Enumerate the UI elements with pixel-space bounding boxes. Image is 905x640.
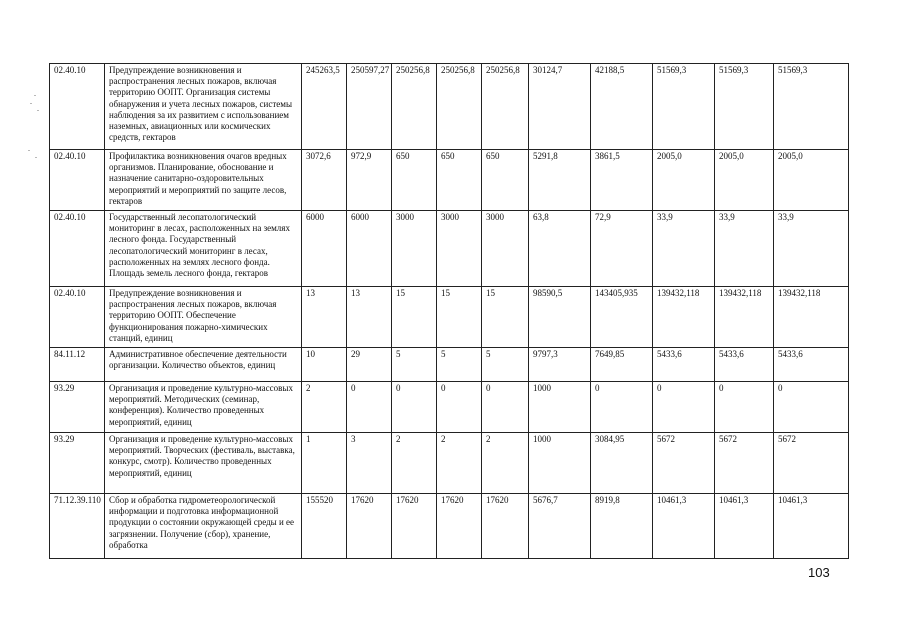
row-value: 5672 — [653, 433, 715, 494]
row-value: 17620 — [347, 494, 392, 559]
row-value: 250256,8 — [482, 64, 529, 150]
row-value: 2005,0 — [653, 150, 715, 211]
row-description: Организация и проведение культурно-массовых мероприятий. Методических (семинар, конференция). Количество проведенных мероприятий, единиц — [105, 382, 302, 433]
row-code: 84.11.12 — [50, 348, 105, 382]
row-value: 5672 — [774, 433, 849, 494]
row-value: 2 — [482, 433, 529, 494]
row-code: 02.40.10 — [50, 64, 105, 150]
row-value: 1 — [302, 433, 347, 494]
row-value: 139432,118 — [774, 287, 849, 348]
row-value: 5433,6 — [653, 348, 715, 382]
scan-mark — [34, 95, 36, 96]
row-value: 13 — [347, 287, 392, 348]
row-value: 33,9 — [653, 211, 715, 287]
row-value: 155520 — [302, 494, 347, 559]
table-row — [50, 382, 849, 433]
row-value: 650 — [392, 150, 437, 211]
row-value: 33,9 — [774, 211, 849, 287]
row-value: 15 — [482, 287, 529, 348]
row-value: 5433,6 — [715, 348, 774, 382]
row-value: 2 — [392, 433, 437, 494]
row-value: 10461,3 — [715, 494, 774, 559]
row-code: 71.12.39.110 — [50, 494, 105, 559]
row-value: 650 — [437, 150, 482, 211]
row-value: 6000 — [347, 211, 392, 287]
row-value: 7649,85 — [591, 348, 653, 382]
row-value: 5 — [437, 348, 482, 382]
row-value: 972,9 — [347, 150, 392, 211]
row-value: 5 — [392, 348, 437, 382]
table-body — [50, 64, 849, 559]
row-value: 10461,3 — [774, 494, 849, 559]
row-value: 245263,5 — [302, 64, 347, 150]
row-value: 0 — [591, 382, 653, 433]
row-code: 02.40.10 — [50, 287, 105, 348]
table-row — [50, 494, 849, 559]
row-code: 93.29 — [50, 433, 105, 494]
scan-mark — [30, 103, 32, 104]
row-value: 29 — [347, 348, 392, 382]
row-value: 5676,7 — [529, 494, 591, 559]
row-value: 5672 — [715, 433, 774, 494]
row-value: 143405,935 — [591, 287, 653, 348]
row-value: 0 — [392, 382, 437, 433]
row-value: 250256,8 — [437, 64, 482, 150]
budget-table — [49, 63, 849, 559]
row-value: 3084,95 — [591, 433, 653, 494]
row-value: 17620 — [482, 494, 529, 559]
row-value: 42188,5 — [591, 64, 653, 150]
row-value: 6000 — [302, 211, 347, 287]
row-value: 3000 — [482, 211, 529, 287]
row-value: 30124,7 — [529, 64, 591, 150]
row-value: 0 — [774, 382, 849, 433]
row-value: 17620 — [392, 494, 437, 559]
table-row — [50, 433, 849, 494]
row-value: 10 — [302, 348, 347, 382]
row-description: Административное обеспечение деятельности организации. Количество объектов, единиц — [105, 348, 302, 382]
row-value: 3000 — [392, 211, 437, 287]
table-row — [50, 64, 849, 150]
row-value: 5 — [482, 348, 529, 382]
row-description: Профилактика возникновения очагов вредных организмов. Планирование, обоснование и назначение санитарно-оздоровительных мероприятий и мероприятий по защите лесов, гектаров — [105, 150, 302, 211]
row-value: 650 — [482, 150, 529, 211]
row-value: 2 — [302, 382, 347, 433]
row-value: 33,9 — [715, 211, 774, 287]
row-value: 0 — [482, 382, 529, 433]
row-value: 15 — [437, 287, 482, 348]
row-value: 3861,5 — [591, 150, 653, 211]
row-code: 02.40.10 — [50, 211, 105, 287]
row-description: Предупреждение возникновения и распространения лесных пожаров, включая территорию ООПТ. Организация системы обнаружения и учета лесных пожаров, системы наблюдения за их развитием с использованием наземных, авиационных или космических средств, гектаров — [105, 64, 302, 150]
row-description: Предупреждение возникновения и распространения лесных пожаров, включая территорию ООПТ. Обеспечение функционирования пожарно-химических станций, единиц — [105, 287, 302, 348]
row-value: 51569,3 — [715, 64, 774, 150]
row-code: 02.40.10 — [50, 150, 105, 211]
row-value: 5291,8 — [529, 150, 591, 211]
row-value: 9797,3 — [529, 348, 591, 382]
row-value: 1000 — [529, 433, 591, 494]
row-value: 2005,0 — [774, 150, 849, 211]
row-value: 8919,8 — [591, 494, 653, 559]
row-value: 15 — [392, 287, 437, 348]
scan-mark — [37, 110, 39, 111]
row-value: 98590,5 — [529, 287, 591, 348]
row-description: Сбор и обработка гидрометеорологической информации и подготовка информационной продукции о состоянии окружающей среды и ее загрязнении. Получение (сбор), хранение, обработка — [105, 494, 302, 559]
row-value: 2005,0 — [715, 150, 774, 211]
row-value: 51569,3 — [774, 64, 849, 150]
row-value: 1000 — [529, 382, 591, 433]
row-value: 139432,118 — [715, 287, 774, 348]
row-value: 17620 — [437, 494, 482, 559]
row-value: 3 — [347, 433, 392, 494]
row-value: 250597,27 — [347, 64, 392, 150]
scan-mark — [35, 157, 37, 158]
scan-mark — [28, 150, 30, 151]
row-value: 13 — [302, 287, 347, 348]
page-number: 103 — [808, 565, 830, 580]
document-table — [49, 63, 848, 559]
row-value: 3072,6 — [302, 150, 347, 211]
row-code: 93.29 — [50, 382, 105, 433]
row-description: Организация и проведение культурно-массовых мероприятий. Творческих (фестиваль, выставка, конкурс, смотр). Количество проведенных мероприятий, единиц — [105, 433, 302, 494]
row-value: 0 — [653, 382, 715, 433]
table-row — [50, 211, 849, 287]
table-row — [50, 348, 849, 382]
row-value: 0 — [715, 382, 774, 433]
row-value: 72,9 — [591, 211, 653, 287]
row-value: 3000 — [437, 211, 482, 287]
row-value: 2 — [437, 433, 482, 494]
row-value: 63,8 — [529, 211, 591, 287]
row-value: 5433,6 — [774, 348, 849, 382]
table-row — [50, 287, 849, 348]
row-value: 10461,3 — [653, 494, 715, 559]
row-value: 139432,118 — [653, 287, 715, 348]
row-value: 0 — [347, 382, 392, 433]
row-value: 0 — [437, 382, 482, 433]
row-value: 51569,3 — [653, 64, 715, 150]
table-row — [50, 150, 849, 211]
row-value: 250256,8 — [392, 64, 437, 150]
row-description: Государственный лесопатологический мониторинг в лесах, расположенных на землях лесного фонда. Государственный лесопатологический мониторинг в лесах, расположенных на землях лесного фонда. Площадь земель лесного фонда, гектаров — [105, 211, 302, 287]
